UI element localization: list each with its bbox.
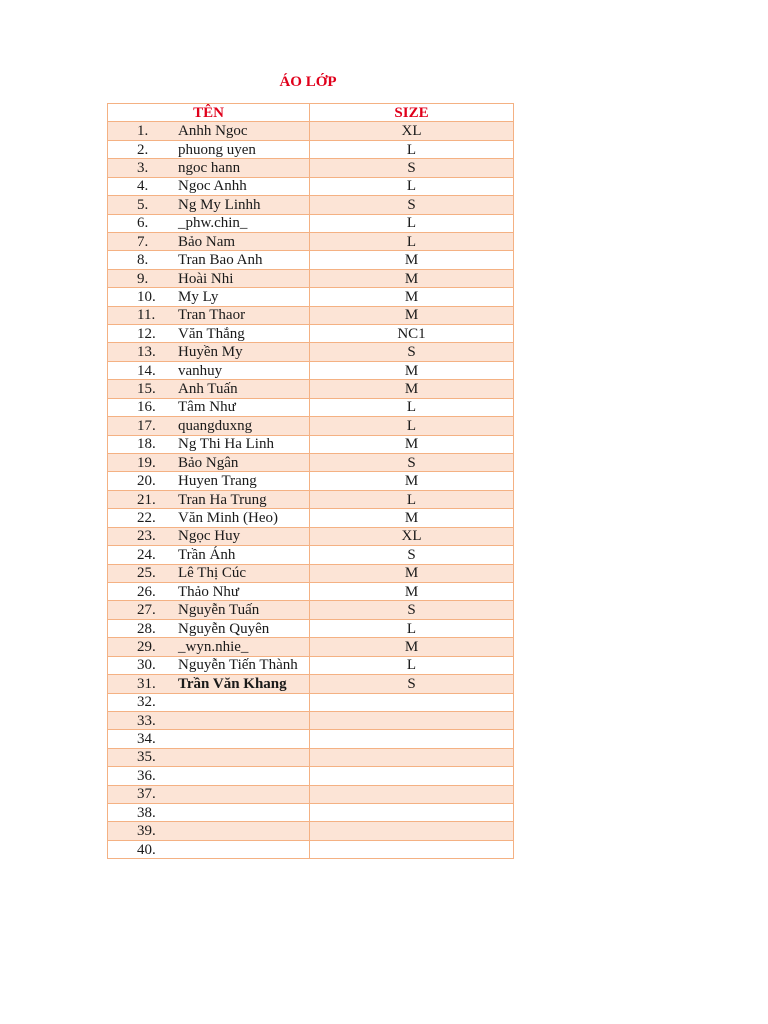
table-row — [108, 325, 514, 343]
student-name: Hoài Nhi — [178, 270, 234, 287]
table-row — [108, 140, 514, 158]
table-row — [108, 638, 514, 656]
table-row — [108, 269, 514, 287]
table-row — [108, 527, 514, 545]
table-row — [108, 601, 514, 619]
size-cell: XL — [310, 527, 514, 545]
row-number: 2. — [137, 141, 149, 158]
name-cell — [108, 196, 310, 214]
name-cell — [108, 619, 310, 637]
row-number: 17. — [137, 417, 156, 434]
student-name: Ngọc Huy — [178, 528, 241, 545]
row-number: 7. — [137, 233, 149, 250]
size-cell: S — [310, 601, 514, 619]
table-row — [108, 785, 514, 803]
size-cell — [310, 840, 514, 858]
name-cell — [108, 288, 310, 306]
row-number: 1. — [137, 123, 149, 140]
row-number: 40. — [137, 841, 156, 858]
size-cell: L — [310, 398, 514, 416]
size-cell: L — [310, 177, 514, 195]
size-cell: S — [310, 454, 514, 472]
size-cell: S — [310, 196, 514, 214]
row-number: 11. — [137, 307, 156, 324]
size-cell: S — [310, 546, 514, 564]
size-cell — [310, 804, 514, 822]
table-row — [108, 380, 514, 398]
size-cell: L — [310, 490, 514, 508]
table-row — [108, 398, 514, 416]
name-cell — [108, 564, 310, 582]
name-cell — [108, 435, 310, 453]
student-name: Tran Ha Trung — [178, 491, 267, 508]
table-row — [108, 288, 514, 306]
name-cell — [108, 490, 310, 508]
row-number: 6. — [137, 215, 149, 232]
row-number: 33. — [137, 712, 156, 729]
table-row — [108, 122, 514, 140]
table-row — [108, 730, 514, 748]
size-cell: S — [310, 675, 514, 693]
name-cell — [108, 159, 310, 177]
name-cell — [108, 675, 310, 693]
row-number: 5. — [137, 196, 149, 213]
row-number: 16. — [137, 399, 156, 416]
row-number: 25. — [137, 565, 156, 582]
name-cell — [108, 822, 310, 840]
size-cell: M — [310, 361, 514, 379]
student-name: vanhuy — [178, 362, 223, 379]
student-name: Nguyễn Tiến Thành — [178, 657, 298, 674]
student-name: Trần Ánh — [178, 546, 236, 563]
student-name: Lê Thị Cúc — [178, 565, 247, 582]
table-row — [108, 546, 514, 564]
name-cell — [108, 767, 310, 785]
row-number: 14. — [137, 362, 156, 379]
size-table — [107, 103, 514, 859]
table-row — [108, 804, 514, 822]
name-cell — [108, 527, 310, 545]
student-name: Nguyễn Quyên — [178, 620, 270, 637]
row-number: 10. — [137, 288, 156, 305]
table-header-row — [108, 104, 514, 122]
table-row — [108, 767, 514, 785]
size-cell: XL — [310, 122, 514, 140]
table-row — [108, 214, 514, 232]
row-number: 9. — [137, 270, 149, 287]
size-cell — [310, 711, 514, 729]
row-number: 23. — [137, 528, 156, 545]
size-cell: L — [310, 417, 514, 435]
row-number: 31. — [137, 675, 156, 692]
name-cell — [108, 122, 310, 140]
name-cell — [108, 454, 310, 472]
name-cell — [108, 638, 310, 656]
table-row — [108, 748, 514, 766]
size-cell: S — [310, 159, 514, 177]
name-cell — [108, 601, 310, 619]
row-number: 26. — [137, 583, 156, 600]
row-number: 21. — [137, 491, 156, 508]
size-cell: M — [310, 435, 514, 453]
table-row — [108, 159, 514, 177]
row-number: 28. — [137, 620, 156, 637]
name-cell — [108, 730, 310, 748]
row-number: 38. — [137, 804, 156, 821]
table-row — [108, 675, 514, 693]
student-name: Huyền My — [178, 344, 243, 361]
size-cell: M — [310, 380, 514, 398]
name-cell — [108, 509, 310, 527]
size-cell — [310, 748, 514, 766]
student-name: Bảo Ngân — [178, 454, 239, 471]
row-number: 3. — [137, 159, 149, 176]
row-number: 22. — [137, 509, 156, 526]
row-number: 13. — [137, 344, 156, 361]
size-cell — [310, 822, 514, 840]
row-number: 30. — [137, 657, 156, 674]
name-cell — [108, 711, 310, 729]
table-row — [108, 840, 514, 858]
size-cell: L — [310, 140, 514, 158]
table-row — [108, 509, 514, 527]
name-cell — [108, 343, 310, 361]
student-name: Văn Thắng — [178, 325, 245, 342]
table-row — [108, 196, 514, 214]
name-cell — [108, 748, 310, 766]
size-cell: M — [310, 638, 514, 656]
row-number: 29. — [137, 638, 156, 655]
name-column-header: TÊN — [108, 104, 310, 122]
size-cell: M — [310, 288, 514, 306]
name-cell — [108, 140, 310, 158]
table-row — [108, 564, 514, 582]
row-number: 4. — [137, 178, 149, 195]
table-row — [108, 656, 514, 674]
name-cell — [108, 582, 310, 600]
student-name: _phw.chin_ — [178, 215, 248, 232]
size-cell: L — [310, 214, 514, 232]
name-cell — [108, 251, 310, 269]
student-name: Tran Bao Anh — [178, 252, 263, 269]
student-name: Bảo Nam — [178, 233, 236, 250]
student-name: Thảo Như — [178, 583, 240, 600]
table-row — [108, 232, 514, 250]
size-cell: M — [310, 564, 514, 582]
student-name: Tran Thaor — [178, 307, 246, 324]
row-number: 39. — [137, 823, 156, 840]
table-row — [108, 343, 514, 361]
table-row — [108, 472, 514, 490]
row-number: 36. — [137, 767, 156, 784]
row-number: 20. — [137, 473, 156, 490]
name-cell — [108, 546, 310, 564]
table-body — [108, 122, 514, 859]
table-row — [108, 361, 514, 379]
name-cell — [108, 214, 310, 232]
size-cell — [310, 767, 514, 785]
size-cell: L — [310, 656, 514, 674]
size-cell: M — [310, 306, 514, 324]
size-cell: M — [310, 582, 514, 600]
row-number: 32. — [137, 694, 156, 711]
size-cell: L — [310, 619, 514, 637]
name-cell — [108, 417, 310, 435]
name-cell — [108, 269, 310, 287]
row-number: 12. — [137, 325, 156, 342]
table-row — [108, 619, 514, 637]
student-name: My Ly — [178, 288, 219, 305]
row-number: 37. — [137, 786, 156, 803]
size-cell: M — [310, 251, 514, 269]
name-cell — [108, 693, 310, 711]
size-cell: NC1 — [310, 325, 514, 343]
student-name: Ng Thi Ha Linh — [178, 436, 274, 453]
size-column-header: SIZE — [310, 104, 514, 122]
size-cell — [310, 730, 514, 748]
row-number: 18. — [137, 436, 156, 453]
row-number: 35. — [137, 749, 156, 766]
student-name: Anhh Ngoc — [178, 123, 248, 140]
name-cell — [108, 840, 310, 858]
name-cell — [108, 325, 310, 343]
student-name: Ng My Linhh — [178, 196, 261, 213]
student-name: ngoc hann — [178, 159, 241, 176]
student-name: Anh Tuấn — [178, 381, 238, 398]
student-name: Ngoc Anhh — [178, 178, 247, 195]
size-cell: M — [310, 472, 514, 490]
row-number: 27. — [137, 602, 156, 619]
student-name: phuong uyen — [178, 141, 256, 158]
size-cell: L — [310, 232, 514, 250]
name-cell — [108, 472, 310, 490]
student-name: _wyn.nhie_ — [178, 638, 249, 655]
table-row — [108, 693, 514, 711]
name-cell — [108, 398, 310, 416]
table-row — [108, 711, 514, 729]
table-row — [108, 582, 514, 600]
name-cell — [108, 380, 310, 398]
name-cell — [108, 177, 310, 195]
student-name: Nguyễn Tuấn — [178, 602, 260, 619]
document-title: ÁO LỚP — [279, 74, 337, 90]
student-name: quangduxng — [178, 417, 253, 434]
name-cell — [108, 232, 310, 250]
row-number: 8. — [137, 252, 149, 269]
table-row — [108, 454, 514, 472]
student-name: Huyen Trang — [178, 473, 257, 490]
student-name: Trần Văn Khang — [178, 675, 287, 692]
name-cell — [108, 804, 310, 822]
table-row — [108, 490, 514, 508]
student-name: Tâm Như — [178, 399, 236, 416]
row-number: 24. — [137, 546, 156, 563]
name-cell — [108, 306, 310, 324]
row-number: 19. — [137, 454, 156, 471]
table-row — [108, 435, 514, 453]
name-cell — [108, 361, 310, 379]
size-cell: M — [310, 509, 514, 527]
table-row — [108, 306, 514, 324]
table-row — [108, 417, 514, 435]
table-row — [108, 251, 514, 269]
name-cell — [108, 785, 310, 803]
row-number: 15. — [137, 381, 156, 398]
row-number: 34. — [137, 731, 156, 748]
table-row — [108, 177, 514, 195]
student-name: Văn Minh (Heo) — [178, 509, 278, 526]
name-cell — [108, 656, 310, 674]
size-cell: M — [310, 269, 514, 287]
size-cell: S — [310, 343, 514, 361]
size-cell — [310, 785, 514, 803]
size-cell — [310, 693, 514, 711]
table-row — [108, 822, 514, 840]
